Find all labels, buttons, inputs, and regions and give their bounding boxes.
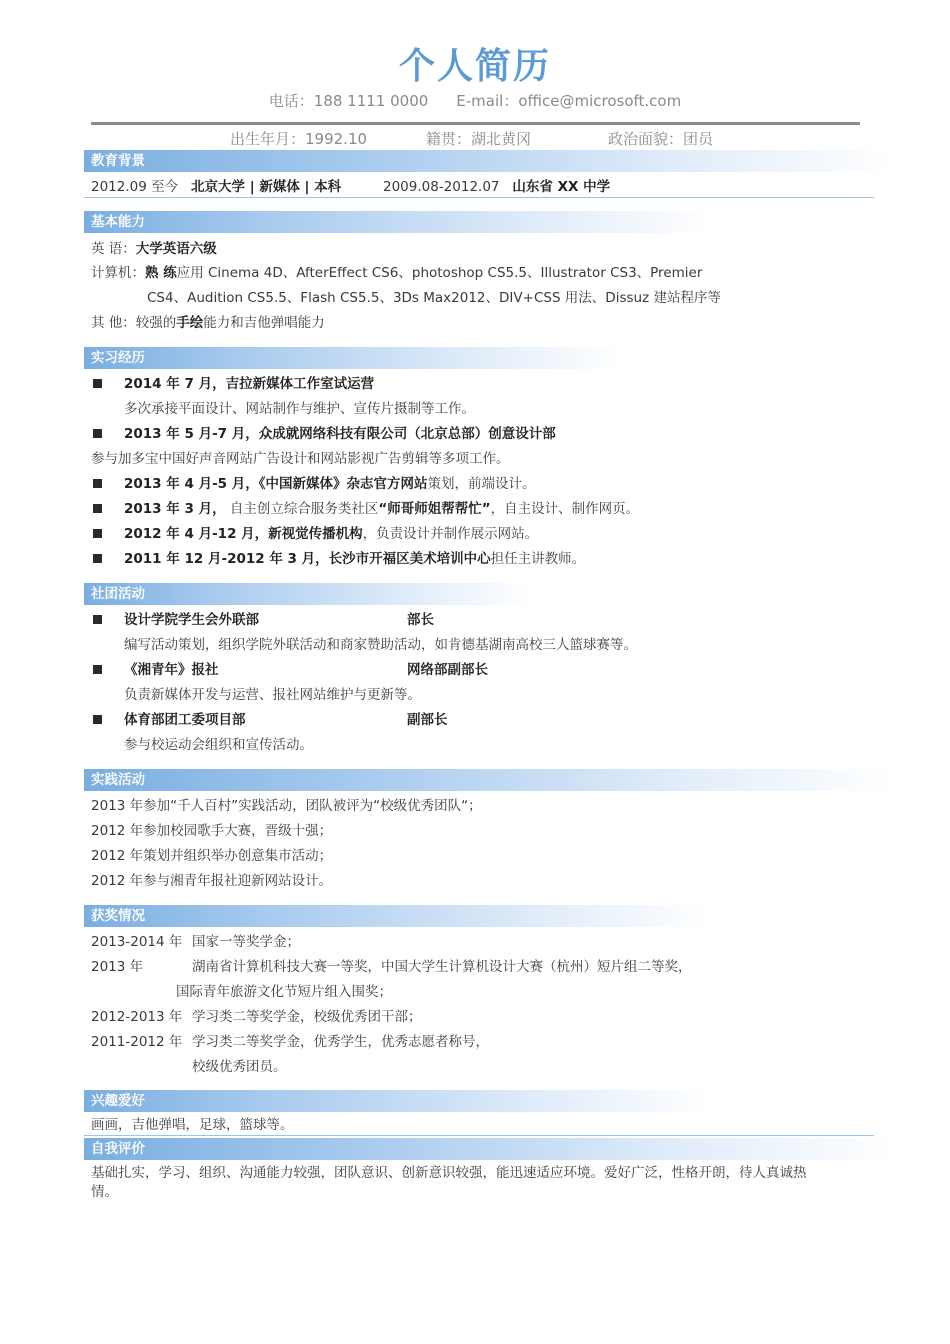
- highschool-row: [383, 177, 610, 197]
- political-status: 政治面貌：团员: [608, 130, 714, 148]
- intern-5-bold: 2012 年 4 月-12 月，新视觉传播机构: [124, 526, 363, 542]
- section-practice-title: 实践活动: [84, 769, 896, 791]
- self-line1: 基础扎实，学习、组织、沟通能力较强，团队意识、创新意识较强，能迅速适应环境。爱好广泛，性格开朗，待人真诚热: [91, 1165, 807, 1181]
- intern-5-rest: ，负责设计并制作展示网站。: [362, 526, 539, 542]
- bullet-icon: [93, 429, 102, 438]
- intern-3-rest: 策划，前端设计。: [427, 476, 536, 492]
- club-2-role: 网络部副部长: [407, 662, 488, 678]
- computer-line1: 应用 Cinema 4D、AfterEffect CS6、photoshop CS5.5、Illustrator CS3、Premier: [176, 265, 703, 281]
- award-2-text2: 国际青年旅游文化节短片组入围奖；: [176, 984, 392, 1000]
- intern-3-bold: 2013 年 4 月-5 月，《中国新媒体》杂志官方网站: [124, 476, 428, 492]
- award-1-text: 国家一等奖学金；: [192, 934, 300, 950]
- section-internship-title: 实习经历: [84, 347, 621, 369]
- intern-1-head: 2014 年 7 月，吉拉新媒体工作室试运营: [124, 376, 375, 392]
- club-3-desc: 参与校运动会组织和宣传活动。: [124, 737, 313, 753]
- section-clubs-title: 社团活动: [84, 583, 531, 605]
- hs-name: 山东省 XX 中学: [512, 179, 611, 195]
- intern-6-rest: 担任主讲教师。: [490, 551, 586, 567]
- club-2-org: 《湘青年》报社: [124, 662, 219, 678]
- bullet-icon: [93, 665, 102, 674]
- club-1-role: 部长: [407, 612, 434, 628]
- intern-5: [124, 524, 538, 544]
- club-3-org: 体育部团工委项目部: [124, 712, 246, 728]
- contact-line: [0, 91, 950, 111]
- english-skill: [91, 239, 217, 259]
- intern-4: [124, 499, 639, 519]
- divider: [84, 197, 874, 198]
- english-label: 英 语：: [91, 241, 136, 257]
- intern-3: [124, 474, 536, 494]
- intern-6-bold: 2011 年 12 月-2012 年 3 月，长沙市开福区美术培训中心: [124, 551, 491, 567]
- phone: 电话：188 1111 0000: [268, 92, 429, 110]
- bullet-icon: [93, 479, 102, 488]
- award-2-text: 湖南省计算机科技大赛一等奖，中国大学生计算机设计大赛（杭州）短片组二等奖，: [192, 959, 692, 975]
- bullet-icon: [93, 615, 102, 624]
- english-value: 大学英语六级: [135, 241, 217, 257]
- email: E-mail：office@microsoft.com: [456, 92, 682, 110]
- birth-date: 出生年月：1992.10: [230, 130, 368, 148]
- club-2-desc: 负责新媒体开发与运营、报社网站维护与更新等。: [124, 687, 421, 703]
- bullet-icon: [93, 529, 102, 538]
- hs-date: 2009.08-2012.07: [383, 179, 500, 195]
- intern-2-head: 2013 年 5 月-7 月，众成就网络科技有限公司（北京总部）创意设计部: [124, 426, 556, 442]
- section-self-title: 自我评价: [84, 1138, 896, 1160]
- section-skills-title: 基本能力: [84, 211, 711, 233]
- other-post: 能力和吉他弹唱能力: [203, 315, 325, 331]
- bullet-icon: [93, 715, 102, 724]
- bullet-icon: [93, 379, 102, 388]
- section-education-title: 教育背景: [84, 150, 896, 172]
- practice-2: 2012 年参加校园歌手大赛，晋级十强；: [91, 823, 333, 839]
- other-label: 其 他：: [91, 315, 136, 331]
- award-4-text2: 校级优秀团员。: [192, 1059, 287, 1075]
- award-2-year: 2013 年: [91, 959, 144, 975]
- section-awards-title: 获奖情况: [84, 905, 711, 927]
- header-divider: [91, 122, 860, 125]
- intern-2-desc: 参与加多宝中国好声音网站广告设计和网站影视广告剪辑等多项工作。: [91, 451, 510, 467]
- practice-1: 2013 年参加“千人百村”实践活动，团队被评为“校级优秀团队“；: [91, 798, 482, 814]
- intern-4-bold: 2013 年 3 月，: [124, 501, 226, 517]
- bullet-icon: [93, 554, 102, 563]
- intern-6: [124, 549, 585, 569]
- bullet-icon: [93, 504, 102, 513]
- intern-4-mid: 自主创立综合服务类社区: [225, 501, 379, 517]
- computer-label: 计算机：: [91, 265, 145, 281]
- award-4-year: 2011-2012 年: [91, 1034, 183, 1050]
- award-1-year: 2013-2014 年: [91, 934, 183, 950]
- practice-4: 2012 年参与湘青年报社迎新网站设计。: [91, 873, 333, 889]
- resume-title: 个人简历: [398, 46, 551, 87]
- club-1-desc: 编写活动策划，组织学院外联活动和商家赞助活动，如肯德基湖南高校三人篮球赛等。: [124, 637, 637, 653]
- club-3-role: 副部长: [407, 712, 448, 728]
- award-3-text: 学习类二等奖学金，校级优秀团干部；: [192, 1009, 422, 1025]
- other-bold: 手绘: [176, 315, 204, 331]
- intern-1-desc: 多次承接平面设计、网站制作与维护、宣传片摄制等工作。: [124, 401, 475, 417]
- uni-detail: 北京大学 | 新媒体 | 本科: [191, 179, 342, 195]
- club-1-org: 设计学院学生会外联部: [124, 612, 259, 628]
- practice-3: 2012 年策划并组织举办创意集市活动；: [91, 848, 333, 864]
- divider: [84, 1135, 874, 1136]
- other-skill: [91, 313, 325, 333]
- award-4-text: 学习类二等奖学金，优秀学生，优秀志愿者称号，: [192, 1034, 489, 1050]
- hobbies-text: 画画，吉他弹唱，足球，篮球等。: [91, 1117, 294, 1133]
- uni-date: 2012.09 至今: [91, 179, 179, 195]
- intern-4-rest: ，自主设计、制作网页。: [490, 501, 640, 517]
- self-line2: 情。: [91, 1184, 118, 1200]
- other-pre: 较强的: [135, 315, 177, 331]
- intern-4-bold2: “师哥师姐帮帮忙”: [378, 501, 491, 517]
- computer-skill: [91, 263, 702, 283]
- computer-line2: CS4、Audition CS5.5、Flash CS5.5、3Ds Max2012、DIV+CSS 用法、Dissuz 建站程序等: [147, 290, 721, 306]
- education-row: [91, 177, 341, 197]
- section-hobbies-title: 兴趣爱好: [84, 1090, 711, 1112]
- computer-level: 熟 练: [145, 265, 177, 281]
- native-place: 籍贯：湖北黄冈: [426, 130, 532, 148]
- award-3-year: 2012-2013 年: [91, 1009, 183, 1025]
